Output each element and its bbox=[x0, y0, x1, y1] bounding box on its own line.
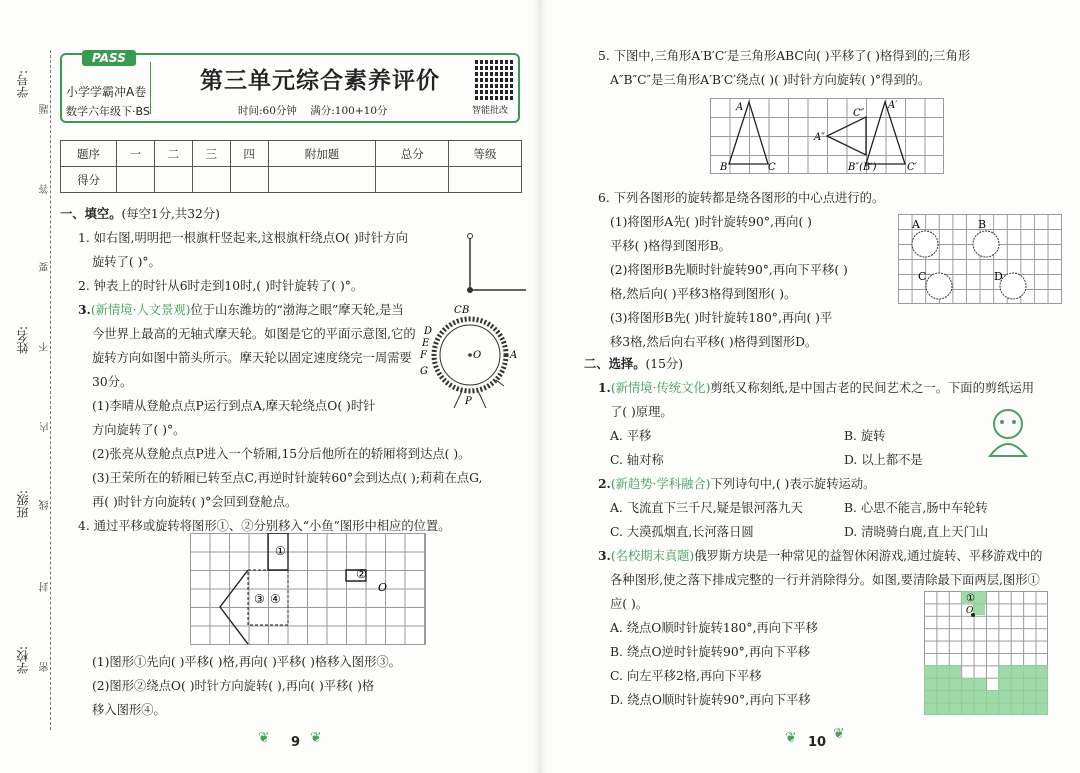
table-cell: 一 bbox=[117, 141, 155, 167]
wheel-label: F bbox=[420, 350, 427, 361]
question-line: 平移( )格得到图形B。 bbox=[610, 239, 731, 253]
name-label: 姓名: bbox=[16, 326, 30, 355]
score-input[interactable] bbox=[230, 167, 268, 193]
leaf-icon: ❦ bbox=[785, 730, 797, 746]
margin-char: 封 bbox=[40, 582, 51, 592]
margin-char: 密 bbox=[40, 662, 51, 672]
option-d[interactable]: D. 清晓骑白鹿,直上天门山 bbox=[844, 525, 989, 539]
table-cell: 四 bbox=[230, 141, 268, 167]
triangle-a1b1c1 bbox=[866, 102, 905, 164]
leaf-icon: ❦ bbox=[833, 726, 845, 742]
binding-margin-line bbox=[50, 50, 51, 730]
question-line: 30分。 bbox=[92, 375, 133, 389]
question-line: 再( )时针方向旋转( )°会回到登舱点。 bbox=[92, 495, 298, 509]
page-number: 10 bbox=[808, 735, 827, 750]
section-heading bbox=[584, 358, 683, 370]
rotation-arrow-icon bbox=[496, 380, 504, 386]
margin-char: 不 bbox=[40, 342, 51, 352]
question-line: 了( )原理。 bbox=[610, 405, 673, 419]
table-cell: 三 bbox=[192, 141, 230, 167]
question-line: (2)张亮从登舱点点P进入一个轿厢,15分后他所在的轿厢将到达点( )。 bbox=[92, 447, 471, 461]
score-input[interactable] bbox=[154, 167, 192, 193]
question-number: 3. bbox=[598, 548, 611, 563]
question-number: 1. bbox=[598, 380, 611, 395]
header-divider bbox=[150, 62, 151, 114]
vertex-label: B bbox=[720, 162, 728, 173]
leaf-icon: ❦ bbox=[258, 730, 270, 746]
section-title: 一、填空。 bbox=[60, 207, 122, 221]
question-line: 旋转了( )°。 bbox=[92, 255, 161, 269]
question-text: 俄罗斯方块是一种常见的益智休闲游戏,通过旋转、平移游戏中的 bbox=[694, 549, 1043, 563]
page-number: 9 bbox=[291, 735, 301, 750]
option-a[interactable]: A. 飞流直下三千尺,疑是银河落九天 bbox=[610, 501, 803, 515]
option-b[interactable]: B. 心思不能言,肠中车轮转 bbox=[844, 501, 988, 515]
tetris-figure bbox=[924, 591, 1048, 715]
paper-cut-icon bbox=[980, 404, 1036, 462]
triangle-a2b2c2 bbox=[827, 117, 866, 155]
school-label: 学校: bbox=[16, 646, 30, 675]
paper-cut-head bbox=[994, 410, 1022, 438]
face-b bbox=[973, 231, 999, 257]
vertex-label: A bbox=[736, 102, 744, 113]
question-line bbox=[598, 382, 1034, 394]
question-line: 6. 下列各图形的旋转都是绕各图形的中心点进行的。 bbox=[598, 191, 885, 205]
face-d bbox=[1000, 273, 1026, 299]
section-note: (15分) bbox=[645, 357, 684, 371]
fish-shapes bbox=[190, 533, 426, 645]
margin-char: 要 bbox=[40, 262, 51, 272]
wheel-leg bbox=[454, 391, 462, 408]
face-label: D bbox=[994, 270, 1003, 283]
question-tag: (新趋势·学科融合) bbox=[610, 477, 711, 491]
class-label: 班级: bbox=[16, 490, 30, 519]
pole-top bbox=[468, 234, 473, 239]
wheel-label: P bbox=[465, 396, 472, 407]
time-limit: 时间:60分钟 bbox=[238, 105, 297, 117]
face-label: C bbox=[918, 270, 927, 283]
table-cell: 题序 bbox=[61, 141, 117, 167]
face-label: A bbox=[912, 218, 920, 231]
wheel-label: A bbox=[510, 350, 518, 361]
option-d[interactable]: D. 绕点O顺时针旋转90°,再向下平移 bbox=[610, 693, 811, 707]
vertex-label: C″ bbox=[853, 108, 865, 119]
question-line: A″B″C″是三角形A′B′C′绕点( )( )时针方向旋转( )°得到的。 bbox=[610, 73, 931, 87]
full-score: 满分:100+10分 bbox=[310, 105, 388, 117]
tetris-label: ① bbox=[966, 593, 975, 604]
fish-tail bbox=[220, 570, 248, 644]
fish-label: ② bbox=[356, 567, 367, 581]
vertex-label: C′ bbox=[907, 162, 917, 173]
question-line bbox=[598, 550, 1042, 562]
face-label: B bbox=[978, 218, 987, 231]
wheel-label: C bbox=[454, 305, 462, 316]
question-tag: (新情境·传统文化) bbox=[610, 381, 711, 395]
question-line: 移3格,然后向右平移( )格得到图形D。 bbox=[610, 335, 818, 349]
wheel-label: B bbox=[462, 305, 470, 316]
question-line: (3)将图形B先( )时针旋转180°,再向( )平 bbox=[610, 311, 833, 325]
wheel-label: D bbox=[424, 326, 433, 337]
face-a bbox=[912, 231, 938, 257]
tetris-block bbox=[924, 665, 961, 715]
table-cell: 得分 bbox=[61, 167, 117, 193]
paper-cut-eye bbox=[1012, 420, 1016, 424]
vertex-label: A′ bbox=[888, 100, 898, 111]
ferris-wheel-figure bbox=[418, 300, 528, 415]
table-cell: 附加题 bbox=[268, 141, 376, 167]
face-c bbox=[926, 273, 952, 299]
question-line: (2)图形②绕点O( )时针方向旋转( ),再向( )平移( )格 bbox=[92, 679, 375, 693]
option-c[interactable]: C. 轴对称 bbox=[610, 453, 664, 467]
student-id-label: 学号: bbox=[16, 70, 30, 99]
paper-cut-body bbox=[990, 444, 1026, 456]
time-info bbox=[238, 103, 388, 118]
question-line: (2)将图形B先顺时针旋转90°,再向下平移( ) bbox=[610, 263, 848, 277]
series-name: 小学学霸冲A卷 bbox=[66, 85, 147, 99]
question-line: 2. 钟表上的时针从6时走到10时,( )时针旋转了( )°。 bbox=[78, 279, 364, 293]
margin-char: 线 bbox=[40, 500, 51, 510]
tetris-piece-1-tail bbox=[973, 603, 985, 615]
question-line: 移入图形④。 bbox=[92, 703, 166, 717]
question-line: 格,然后向( )平移3格得到图形( )。 bbox=[610, 287, 797, 301]
option-a[interactable]: A. 绕点O顺时针旋转180°,再向下平移 bbox=[610, 621, 818, 635]
wheel-leg bbox=[478, 391, 486, 408]
margin-char: 内 bbox=[40, 422, 51, 432]
faces-figure bbox=[898, 214, 1062, 304]
question-line bbox=[78, 304, 404, 316]
option-c[interactable]: C. 向左平移2格,再向下平移 bbox=[610, 669, 762, 683]
score-table bbox=[60, 140, 522, 193]
score-input[interactable] bbox=[192, 167, 230, 193]
pass-logo: PASS bbox=[82, 50, 136, 66]
qr-code-pattern bbox=[475, 60, 515, 100]
question-line: 5. 下图中,三角形A′B′C′是三角形ABC向( )平移了( )格得到的;三角形 bbox=[598, 49, 971, 63]
wheel-label: E bbox=[422, 338, 430, 349]
question-line: 应( )。 bbox=[610, 597, 649, 611]
vertex-label: C bbox=[768, 162, 776, 173]
question-line: (1)李晴从登舱点点P运行到点A,摩天轮绕点O( )时针 bbox=[92, 399, 376, 413]
question-number: 3. bbox=[78, 302, 91, 317]
flagpole-figure bbox=[440, 228, 530, 308]
option-d[interactable]: D. 以上都不是 bbox=[844, 453, 923, 467]
question-line: 4. 通过平移或旋转将图形①、②分别移入“小鱼”图形中相应的位置。 bbox=[78, 519, 451, 533]
score-input[interactable] bbox=[376, 167, 449, 193]
wheel-label: G bbox=[420, 366, 428, 377]
question-line: 旋转方向如图中箭头所示。摩天轮以固定速度绕完一周需要 bbox=[92, 351, 412, 365]
score-input[interactable] bbox=[268, 167, 376, 193]
tetris-block bbox=[961, 678, 986, 715]
score-input[interactable] bbox=[117, 167, 155, 193]
vertex-label: A″ bbox=[814, 132, 825, 143]
table-cell: 总分 bbox=[376, 141, 449, 167]
question-text: 下列诗句中,( )表示旋转运动。 bbox=[710, 477, 876, 491]
option-a[interactable]: A. 平移 bbox=[610, 429, 652, 443]
qr-label: 智能批改 bbox=[472, 106, 509, 116]
pivot-point bbox=[467, 287, 473, 293]
tetris-block bbox=[998, 665, 1048, 715]
leaf-icon: ❦ bbox=[310, 730, 322, 746]
question-line: 方向旋转了( )°。 bbox=[92, 423, 186, 437]
question-line bbox=[598, 478, 875, 490]
table-cell: 等级 bbox=[449, 141, 522, 167]
question-line: 各种图形,使之落下排成完整的一行并消除得分。如图,要清除最下面两层,图形① bbox=[610, 573, 1040, 587]
wheel-center bbox=[468, 353, 472, 357]
table-cell: 二 bbox=[154, 141, 192, 167]
question-line: (1)将图形A先( )时针旋转90°,再向( ) bbox=[610, 215, 812, 229]
tetris-label: O bbox=[966, 606, 974, 616]
question-line: (3)王荣所在的轿厢已转至点C,再逆时针旋转60°会到达点( );莉莉在点G, bbox=[92, 471, 483, 485]
option-c[interactable]: C. 大漠孤烟直,长河落日圆 bbox=[610, 525, 754, 539]
margin-char: 题 bbox=[40, 104, 51, 114]
score-input[interactable] bbox=[449, 167, 522, 193]
tetris-block bbox=[986, 690, 998, 715]
page-title: 第三单元综合素养评价 bbox=[200, 68, 440, 94]
question-tag: (名校期末真题) bbox=[610, 549, 695, 563]
option-b[interactable]: B. 绕点O逆时针旋转90°,再向下平移 bbox=[610, 645, 811, 659]
question-line: (1)图形①先向( )平移( )格,再向( )平移( )格移入图形③。 bbox=[92, 655, 401, 669]
triangle-abc bbox=[729, 102, 768, 164]
question-line: 1. 如右图,明明把一根旗杆竖起来,这根旗杆绕点O( )时针方向 bbox=[78, 231, 408, 245]
triangles-figure bbox=[710, 98, 944, 174]
fish-label: ④ bbox=[270, 592, 281, 606]
grade-label: 数学六年级下·BS bbox=[66, 105, 150, 118]
question-text: 位于山东潍坊的“渤海之眼”摩天轮,是当 bbox=[190, 303, 404, 317]
fish-label: ① bbox=[275, 544, 286, 558]
section-heading bbox=[60, 208, 220, 220]
wheel-label: O bbox=[473, 350, 482, 361]
question-tag: (新情境·人文景观) bbox=[90, 303, 191, 317]
fish-label: O bbox=[378, 581, 388, 594]
question-text: 剪纸又称刻纸,是中国古老的民间艺术之一。下面的剪纸运用 bbox=[710, 381, 1035, 395]
fish-label: ③ bbox=[254, 592, 265, 606]
margin-char: 答 bbox=[40, 184, 51, 194]
paper-cut-eye bbox=[1000, 420, 1004, 424]
vertex-label: B″(B′) bbox=[848, 162, 877, 173]
option-b[interactable]: B. 旋转 bbox=[844, 429, 886, 443]
section-note: (每空1分,共32分) bbox=[121, 207, 220, 221]
question-number: 2. bbox=[598, 476, 611, 491]
question-line: 今世界上最高的无轴式摩天轮。如图是它的平面示意图,它的 bbox=[92, 327, 416, 341]
section-title: 二、选择。 bbox=[584, 357, 646, 371]
right-page bbox=[540, 0, 1080, 773]
